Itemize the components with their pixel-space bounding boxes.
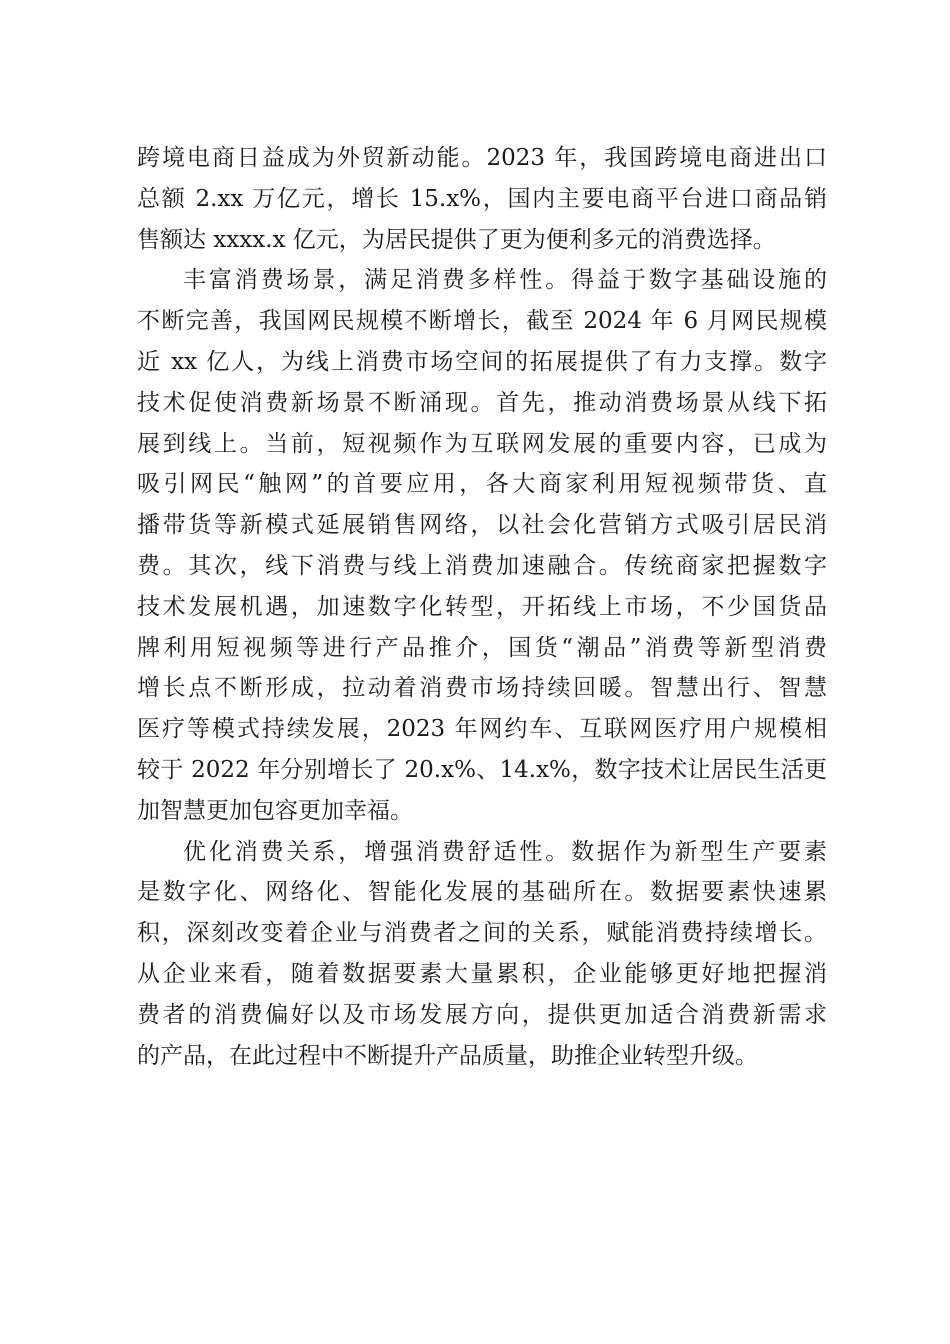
text-line: 的产品，在此过程中不断提升产品质量，助推企业转型升级。 bbox=[137, 1042, 758, 1069]
text-line: 医疗等模式持续发展，2023 年网约车、互联网医疗用户规模相 bbox=[137, 716, 827, 743]
text-line: 播带货等新模式延展销售网络，以社会化营销方式吸引居民消 bbox=[137, 512, 827, 539]
text-line: 跨境电商日益成为外贸新动能。2023 年，我国跨境电商进出口 bbox=[137, 145, 827, 171]
text-line: 售额达 xxxx.x 亿元，为居民提供了更为便利多元的消费选择。 bbox=[137, 226, 776, 253]
text-line: 积，深刻改变着企业与消费者之间的关系，赋能消费持续增长。 bbox=[137, 920, 827, 947]
text-line: 从企业来看，随着数据要素大量累积，企业能够更好地把握消 bbox=[137, 960, 827, 987]
text-line: 费者的消费偏好以及市场发展方向，提供更加适合消费新需求 bbox=[137, 1001, 827, 1028]
text-line: 是数字化、网络化、智能化发展的基础所在。数据要素快速累 bbox=[137, 879, 827, 906]
text-line: 技术促使消费新场景不断涌现。首先，推动消费场景从线下拓 bbox=[137, 389, 827, 416]
body-text bbox=[137, 138, 827, 1076]
text-line: 牌利用短视频等进行产品推介，国货“潮品”消费等新型消费 bbox=[137, 634, 827, 661]
text-line: 加智慧更加包容更加幸福。 bbox=[137, 797, 413, 824]
text-line: 不断完善，我国网民规模不断增长，截至 2024 年 6 月网民规模 bbox=[137, 308, 827, 335]
text-line: 费。其次，线下消费与线上消费加速融合。传统商家把握数字 bbox=[137, 552, 827, 579]
text-line: 近 xx 亿人，为线上消费市场空间的拓展提供了有力支撑。数字 bbox=[137, 348, 827, 375]
text-line: 优化消费关系，增强消费舒适性。数据作为新型生产要素 bbox=[183, 838, 827, 865]
text-line: 吸引网民“触网”的首要应用，各大商家利用短视频带货、直 bbox=[137, 471, 827, 498]
text-line: 总额 2.xx 万亿元，增长 15.x%，国内主要电商平台进口商品销 bbox=[137, 185, 827, 212]
text-line: 丰富消费场景，满足消费多样性。得益于数字基础设施的 bbox=[183, 267, 827, 294]
text-line: 较于 2022 年分别增长了 20.x%、14.x%，数字技术让居民生活更 bbox=[137, 756, 827, 783]
text-line: 增长点不断形成，拉动着消费市场持续回暖。智慧出行、智慧 bbox=[137, 675, 827, 702]
text-line: 展到线上。当前，短视频作为互联网发展的重要内容，已成为 bbox=[137, 430, 827, 457]
text-line: 技术发展机遇，加速数字化转型，开拓线上市场，不少国货品 bbox=[137, 593, 827, 620]
